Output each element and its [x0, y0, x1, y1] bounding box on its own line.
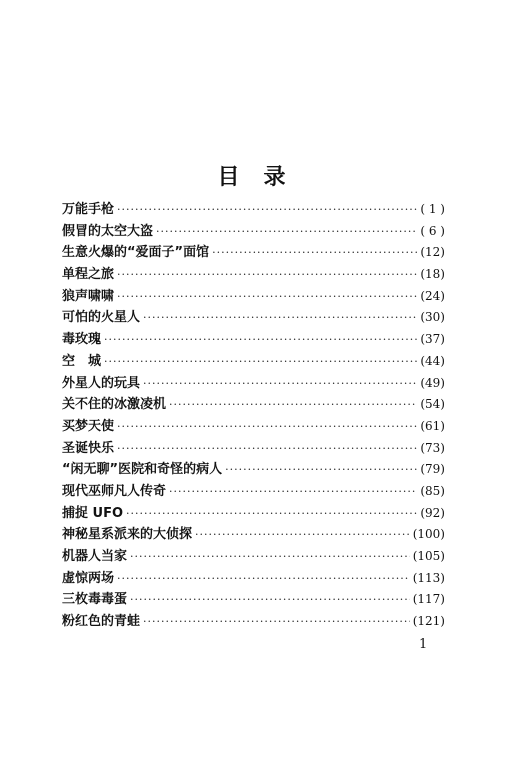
leader-dots: [117, 268, 417, 281]
toc-entry[interactable]: [62, 220, 445, 242]
toc-entry-title: 单程之旅: [62, 267, 115, 283]
page-title: [0, 160, 505, 191]
toc-entry[interactable]: [62, 241, 445, 263]
toc-entry-page: (61): [420, 418, 445, 433]
toc-entry-title: 捕捉 UFO: [62, 505, 124, 521]
toc-entry[interactable]: [62, 263, 445, 285]
toc-entry-page: (49): [420, 375, 445, 390]
toc-entry-page: (12): [420, 245, 445, 260]
toc-entry[interactable]: [62, 545, 445, 567]
leader-dots: [225, 463, 417, 476]
toc-entry[interactable]: [62, 567, 445, 589]
leader-dots: [212, 246, 417, 259]
toc-entry-title: 狼声啸啸: [62, 288, 115, 304]
toc-entry-title: 三枚毒毒蛋: [62, 592, 128, 608]
leader-dots: [169, 485, 417, 498]
toc-entry-title: 生意火爆的“爱面子”面馆: [62, 245, 210, 261]
leader-dots: [104, 333, 417, 346]
leader-dots: [117, 572, 410, 585]
toc-entry-title: 空 城: [62, 353, 102, 369]
toc-entry-title: 机器人当家: [62, 549, 128, 564]
toc-entry-page: ( 6 ): [420, 223, 445, 238]
toc-entry[interactable]: [62, 328, 445, 350]
toc-entry-title: 圣诞快乐: [62, 440, 115, 456]
leader-dots: [169, 398, 417, 411]
toc-entry-page: (30): [420, 310, 445, 325]
leader-dots: [117, 442, 417, 455]
toc-entry-title: 神秘星系派来的大侦探: [62, 527, 193, 543]
toc-entry-title: 毒玫瑰: [62, 332, 102, 348]
toc-entry-title: 万能手枪: [62, 202, 115, 217]
leader-dots: [143, 377, 417, 390]
toc-entry[interactable]: [62, 285, 445, 307]
toc-entry-page: (92): [420, 505, 445, 520]
leader-dots: [117, 203, 417, 216]
page-number: 1: [419, 637, 428, 652]
leader-dots: [126, 507, 417, 520]
leader-dots: [156, 225, 417, 238]
toc-entry[interactable]: [62, 350, 445, 372]
toc-entry[interactable]: [62, 610, 445, 632]
leader-dots: [195, 528, 410, 541]
toc-entry-page: (54): [420, 397, 445, 412]
toc-entry-page: (121): [412, 614, 445, 629]
table-of-contents: [62, 198, 445, 632]
leader-dots: [117, 290, 417, 303]
toc-entry[interactable]: [62, 502, 445, 524]
toc-entry-page: (73): [420, 440, 445, 455]
toc-entry-title: 关不住的冰激凌机: [62, 397, 167, 413]
toc-entry-title: 现代巫师凡人传奇: [62, 483, 167, 499]
toc-entry-page: (105): [412, 549, 445, 563]
toc-entry[interactable]: [62, 306, 445, 328]
title-char-2: 录: [263, 165, 288, 190]
toc-entry[interactable]: [62, 588, 445, 610]
toc-entry[interactable]: [62, 393, 445, 415]
toc-entry-title: “闲无聊”医院和奇怪的病人: [62, 462, 223, 478]
toc-entry[interactable]: [62, 415, 445, 437]
toc-entry-page: (85): [420, 483, 445, 498]
toc-entry[interactable]: [62, 437, 445, 459]
toc-entry-title: 可怕的火星人: [62, 310, 141, 326]
leader-dots: [104, 355, 417, 368]
leader-dots: [117, 420, 417, 433]
toc-entry-page: (44): [420, 353, 445, 368]
toc-entry[interactable]: [62, 458, 445, 480]
toc-entry-title: 粉红色的青蛙: [62, 614, 141, 630]
toc-entry-page: (117): [412, 592, 445, 607]
toc-entry[interactable]: [62, 372, 445, 394]
toc-entry-page: (24): [420, 288, 445, 303]
toc-entry[interactable]: [62, 523, 445, 545]
toc-entry-title: 虚惊两场: [62, 570, 115, 586]
leader-dots: [130, 550, 410, 563]
toc-entry[interactable]: [62, 480, 445, 502]
toc-entry-page: (79): [420, 462, 445, 477]
toc-entry-page: (100): [412, 527, 445, 542]
leader-dots: [143, 311, 417, 324]
toc-entry-title: 买梦天使: [62, 418, 115, 434]
toc-entry[interactable]: [62, 198, 445, 220]
toc-entry-page: (37): [420, 332, 445, 347]
leader-dots: [143, 615, 410, 628]
toc-entry-page: (18): [420, 267, 445, 282]
toc-entry-page: ( 1 ): [420, 202, 445, 216]
title-char-1: 目: [217, 165, 242, 190]
toc-entry-title: 假冒的太空大盗: [62, 223, 154, 239]
toc-entry-title: 外星人的玩具: [62, 375, 141, 391]
toc-entry-page: (113): [412, 570, 445, 585]
leader-dots: [130, 593, 410, 606]
